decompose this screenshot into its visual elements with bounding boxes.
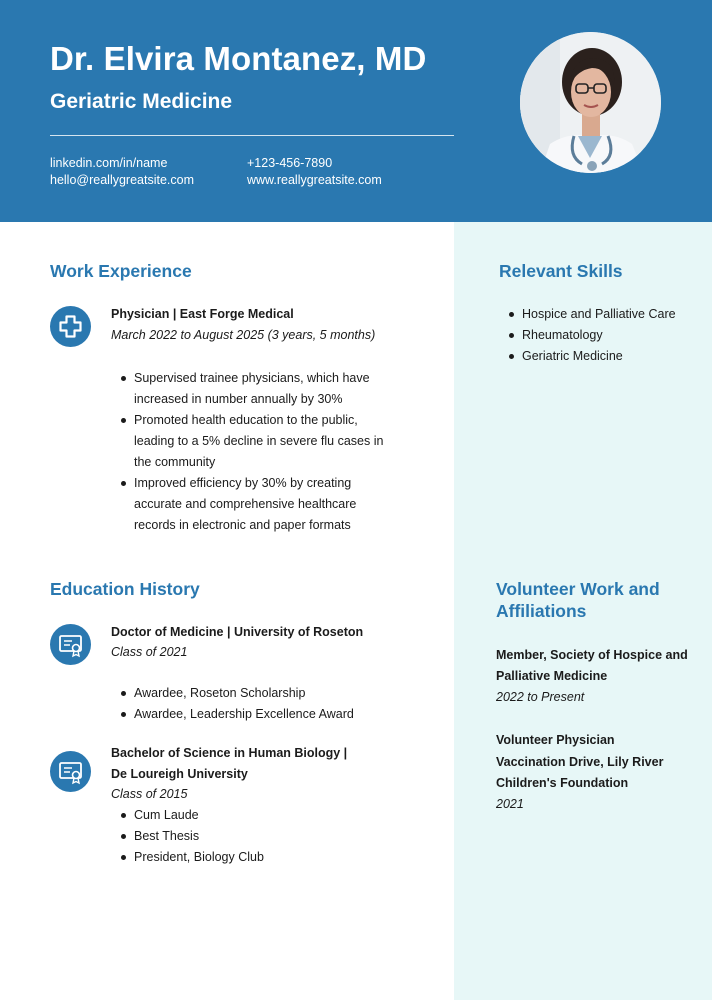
volunteer-heading-line-2: Affiliations [496, 601, 587, 621]
education-degree-2-line-2: De Loureigh University [111, 767, 248, 781]
skills-list [499, 304, 712, 367]
work-experience-heading: Work Experience [50, 261, 192, 281]
work-bullets [111, 368, 394, 536]
volunteer-1-line-1: Member, Society of Hospice and [496, 648, 688, 662]
volunteer-1-date: 2022 to Present [496, 690, 585, 704]
list-item: Promoted health education to the public, leading to a 5% decline in severe flu cases in the community [134, 410, 394, 473]
volunteer-1-line-2: Palliative Medicine [496, 669, 608, 683]
medical-cross-icon [50, 306, 91, 347]
list-item: Awardee, Roseton Scholarship [134, 683, 434, 704]
profile-photo [520, 32, 661, 173]
volunteer-heading-line-1: Volunteer Work and [496, 579, 660, 599]
education-heading: Education History [50, 579, 200, 599]
contact-right [247, 155, 382, 189]
list-item: Improved efficiency by 30% by creating accurate and comprehensive healthcare records in electronic and paper formats [134, 473, 394, 536]
education-bullets-2 [111, 805, 434, 868]
skills-heading: Relevant Skills [499, 261, 623, 281]
certificate-icon [50, 624, 91, 665]
education-class-2: Class of 2015 [111, 787, 188, 801]
education-bullets-1 [111, 683, 434, 725]
volunteer-2-date: 2021 [496, 797, 524, 811]
volunteer-2-line-2: Children's Foundation [496, 776, 629, 790]
work-position: Physician | East Forge Medical [111, 307, 294, 321]
education-class-1: Class of 2021 [111, 645, 188, 659]
list-item: Cum Laude [134, 805, 434, 826]
volunteer-2-line-1: Vaccination Drive, Lily River [496, 755, 664, 769]
phone-text: +123-456-7890 [247, 156, 333, 170]
education-degree-1: Doctor of Medicine | University of Roseton [111, 625, 364, 639]
work-dates: March 2022 to August 2025 (3 years, 5 months) [111, 328, 376, 342]
list-item: Best Thesis [134, 826, 434, 847]
list-item: Awardee, Leadership Excellence Award [134, 704, 434, 725]
resume-header [0, 0, 712, 222]
candidate-role: Geriatric Medicine [50, 90, 233, 113]
certificate-icon [50, 751, 91, 792]
linkedin-text: linkedin.com/in/name [50, 156, 168, 170]
education-degree-2-line-1: Bachelor of Science in Human Biology | [111, 746, 348, 760]
list-item: Supervised trainee physicians, which have increased in number annually by 30% [134, 368, 394, 410]
list-item: President, Biology Club [134, 847, 434, 868]
header-divider [50, 135, 454, 136]
contact-left [50, 155, 194, 189]
website-text: www.reallygreatsite.com [247, 173, 382, 187]
list-item: Hospice and Palliative Care [522, 304, 712, 325]
email-text: hello@reallygreatsite.com [50, 173, 195, 187]
volunteer-2-role: Volunteer Physician [496, 733, 615, 747]
candidate-name: Dr. Elvira Montanez, MD [50, 40, 427, 77]
list-item: Rheumatology [522, 325, 712, 346]
list-item: Geriatric Medicine [522, 346, 712, 367]
